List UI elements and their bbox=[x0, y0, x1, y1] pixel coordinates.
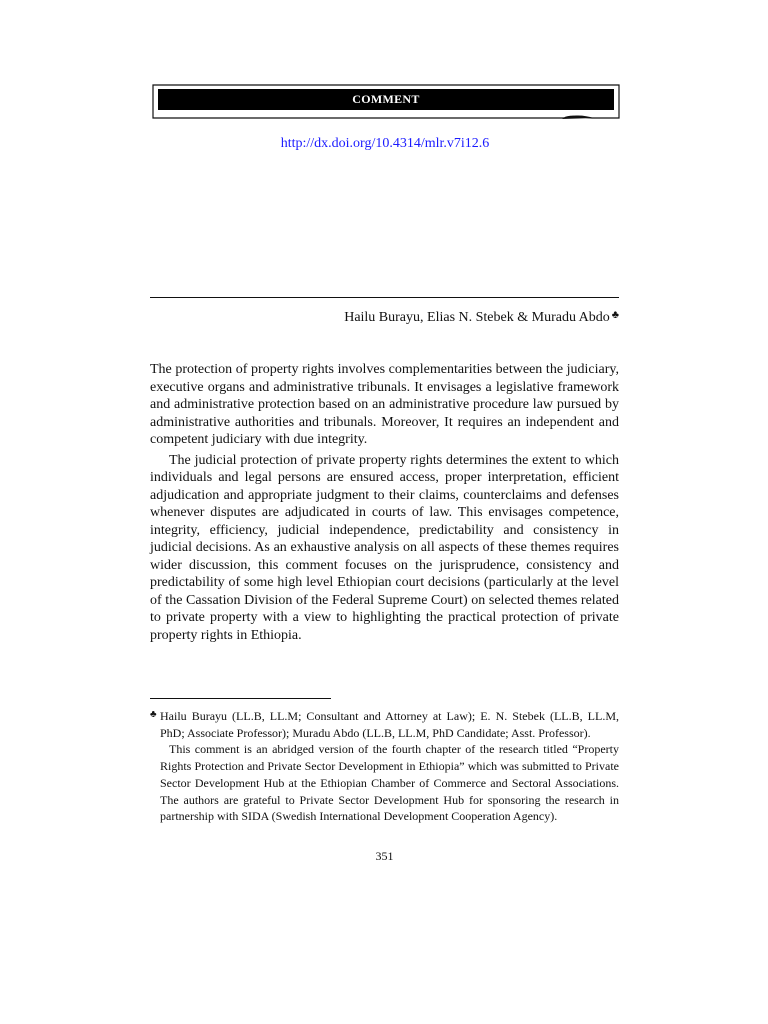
footnote-2 bbox=[160, 741, 619, 825]
footnote-2-text: This comment is an abridged version of the fourth chapter of the research titled “Property Rights Protection and Private Sector Development in Ethiopia” which was submitted to Private Sector Development Hub at the Ethiopian Chamber of Commerce and Sectoral Associations. The authors are grateful to Private Sector Development Hub for sponsoring the research in partnership with SIDA (Swedish International Development Cooperation Agency). bbox=[160, 742, 619, 824]
section-label: COMMENT bbox=[352, 92, 420, 106]
section-banner bbox=[152, 84, 620, 120]
footnote-divider bbox=[150, 698, 331, 699]
body-paragraph-2: The judicial protection of private property rights determines the extent to which individuals and legal persons are ensured access, proper interpretation, efficient adjudication and appropriate judgment to their claims, counterclaims and defenses whenever disputes are adjudicated in courts of law. This envisages competence, integrity, efficiency, judicial independence, predictability and consistency in judicial decisions. As an exhaustive analysis on all aspects of these themes requires wider discussion, this comment focuses on the jurisprudence, consistency and predictability of some high level Ethiopian court decisions (particularly at the level of the Cassation Division of the Federal Supreme Court) on selected themes related to private property with a view to highlighting the practical protection of private property rights in Ethiopia. bbox=[150, 452, 619, 643]
doi-link[interactable]: http://dx.doi.org/10.4314/mlr.v7i12.6 bbox=[280, 136, 490, 151]
footnote-1-text: Hailu Burayu (LL.B, LL.M; Consultant and Attorney at Law); E. N. Stebek (LL.B, LL.M, PhD; Associate Professor); Muradu Abdo (LL.B, LL.M, PhD Candidate; Asst. Professor). bbox=[160, 709, 619, 740]
body-paragraph-1: The protection of property rights involves complementarities between the judiciary, executive organs and administrative tribunals. It envisages a legislative framework and administrative protection based on an administrative procedure law pursued by administrative authorities and tribunals. Moreover, It requires an independent and competent judiciary with due integrity. bbox=[150, 362, 619, 447]
article-body bbox=[150, 361, 619, 647]
author-line bbox=[150, 306, 619, 327]
footnote-1 bbox=[150, 708, 619, 741]
footnote-mark: ♣ bbox=[150, 709, 157, 720]
footnotes bbox=[150, 708, 619, 825]
title-divider bbox=[150, 297, 619, 298]
author-names: Hailu Burayu, Elias N. Stebek & Muradu Abdo bbox=[344, 310, 610, 325]
author-footnote-mark: ♣ bbox=[611, 309, 619, 321]
page-number: 351 bbox=[375, 849, 394, 863]
